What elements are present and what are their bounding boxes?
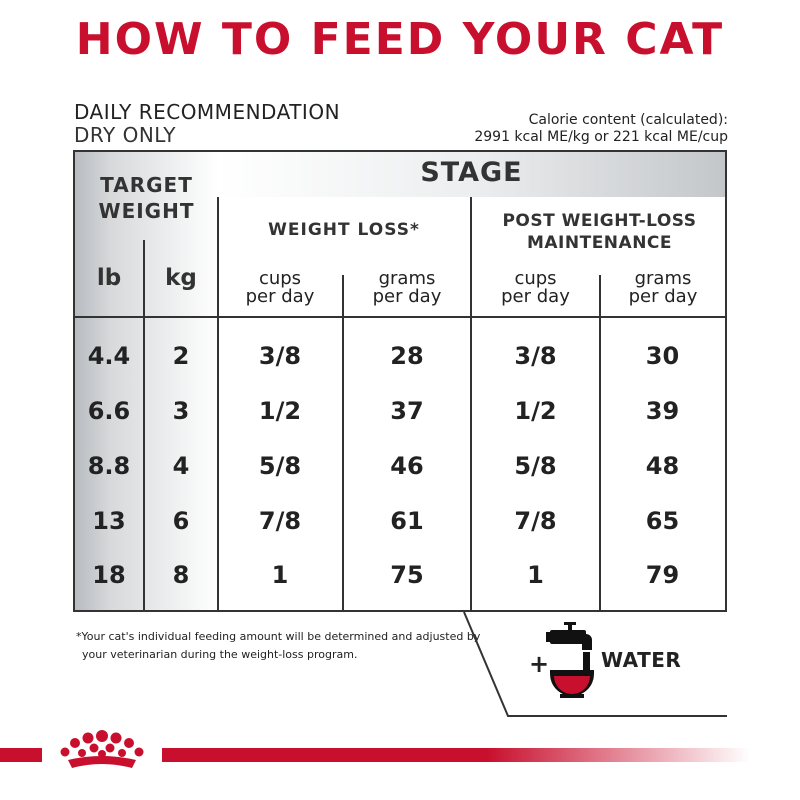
post-weight-loss-header-line2: MAINTENANCE (526, 233, 673, 253)
dry-only-label: DRY ONLY (74, 123, 176, 147)
pwl-cups-header (472, 270, 599, 306)
table-row (75, 446, 725, 486)
wl-cups-header (218, 270, 342, 306)
pwl-cups-cell: 5/8 (514, 452, 557, 480)
table-row (75, 501, 725, 541)
pwl-grams-header-line1: grams (634, 268, 692, 289)
wl-grams-header-line1: grams (378, 268, 436, 289)
weight-loss-header: WEIGHT LOSS* (268, 220, 420, 240)
pwl-grams-cell: 30 (645, 342, 680, 370)
header-body-divider (75, 316, 725, 318)
calorie-content-label: Calorie content (calculated): (528, 112, 728, 128)
kg-cell: 4 (172, 452, 190, 480)
kg-cell: 3 (172, 397, 190, 425)
pwl-cups-cell: 1 (527, 561, 544, 589)
lb-header: lb (96, 265, 122, 291)
target-weight-header-line1: TARGET (100, 173, 193, 197)
wl-cups-cell: 7/8 (258, 507, 302, 535)
pwl-cups-cell: 1/2 (514, 397, 557, 425)
wl-grams-cell: 46 (390, 452, 424, 480)
wl-grams-header (344, 270, 470, 306)
target-weight-header-line2: WEIGHT (98, 199, 195, 223)
table-row (75, 336, 725, 376)
wl-cups-cell: 1 (271, 561, 289, 589)
pwl-grams-cell: 79 (645, 561, 680, 589)
footnote-line1: *Your cat's individual feeding amount will be determined and adjusted by (76, 630, 481, 643)
wl-cups-header-line1: cups (258, 268, 302, 289)
table-row (75, 555, 725, 595)
wl-grams-cell: 37 (390, 397, 424, 425)
pwl-cups-header-line1: cups (514, 268, 557, 289)
lb-cell: 8.8 (87, 452, 131, 480)
lb-cell: 4.4 (87, 342, 131, 370)
pwl-cups-cell: 3/8 (514, 342, 557, 370)
lb-cell: 6.6 (87, 397, 131, 425)
kg-header: kg (165, 265, 197, 291)
table-row (75, 391, 725, 431)
crown-logo-icon (54, 726, 150, 776)
kg-cell: 6 (172, 507, 190, 535)
pwl-cups-header-line2: per day (501, 286, 570, 307)
daily-recommendation-label: DAILY RECOMMENDATION (74, 100, 341, 124)
wl-grams-cell: 61 (390, 507, 424, 535)
wl-grams-cell: 28 (390, 342, 424, 370)
post-weight-loss-header-line1: POST WEIGHT-LOSS (502, 211, 697, 231)
pwl-grams-cell: 65 (645, 507, 680, 535)
page-title: HOW TO FEED YOUR CAT (75, 14, 725, 65)
pwl-grams-cell: 48 (645, 452, 680, 480)
pwl-cups-cell: 7/8 (514, 507, 557, 535)
pwl-grams-header (601, 270, 725, 306)
pwl-grams-header-line2: per day (628, 286, 698, 307)
stage-header: STAGE (420, 157, 523, 188)
wl-cups-cell: 3/8 (258, 342, 302, 370)
calorie-content-value: 2991 kcal ME/kg or 221 kcal ME/cup (474, 129, 728, 145)
wl-grams-cell: 75 (390, 561, 424, 589)
pwl-grams-cell: 39 (645, 397, 680, 425)
wl-cups-header-line2: per day (245, 286, 315, 307)
kg-cell: 8 (172, 561, 190, 589)
wl-cups-cell: 5/8 (258, 452, 302, 480)
wl-cups-cell: 1/2 (258, 397, 302, 425)
lb-cell: 18 (92, 561, 126, 589)
wl-grams-header-line2: per day (372, 286, 442, 307)
water-faucet-bowl-icon (546, 620, 598, 700)
water-label: WATER (601, 648, 682, 672)
kg-cell: 2 (172, 342, 190, 370)
footnote-line2: your veterinarian during the weight-loss program. (82, 648, 358, 661)
plus-sign: + (529, 650, 550, 678)
lb-cell: 13 (92, 507, 126, 535)
